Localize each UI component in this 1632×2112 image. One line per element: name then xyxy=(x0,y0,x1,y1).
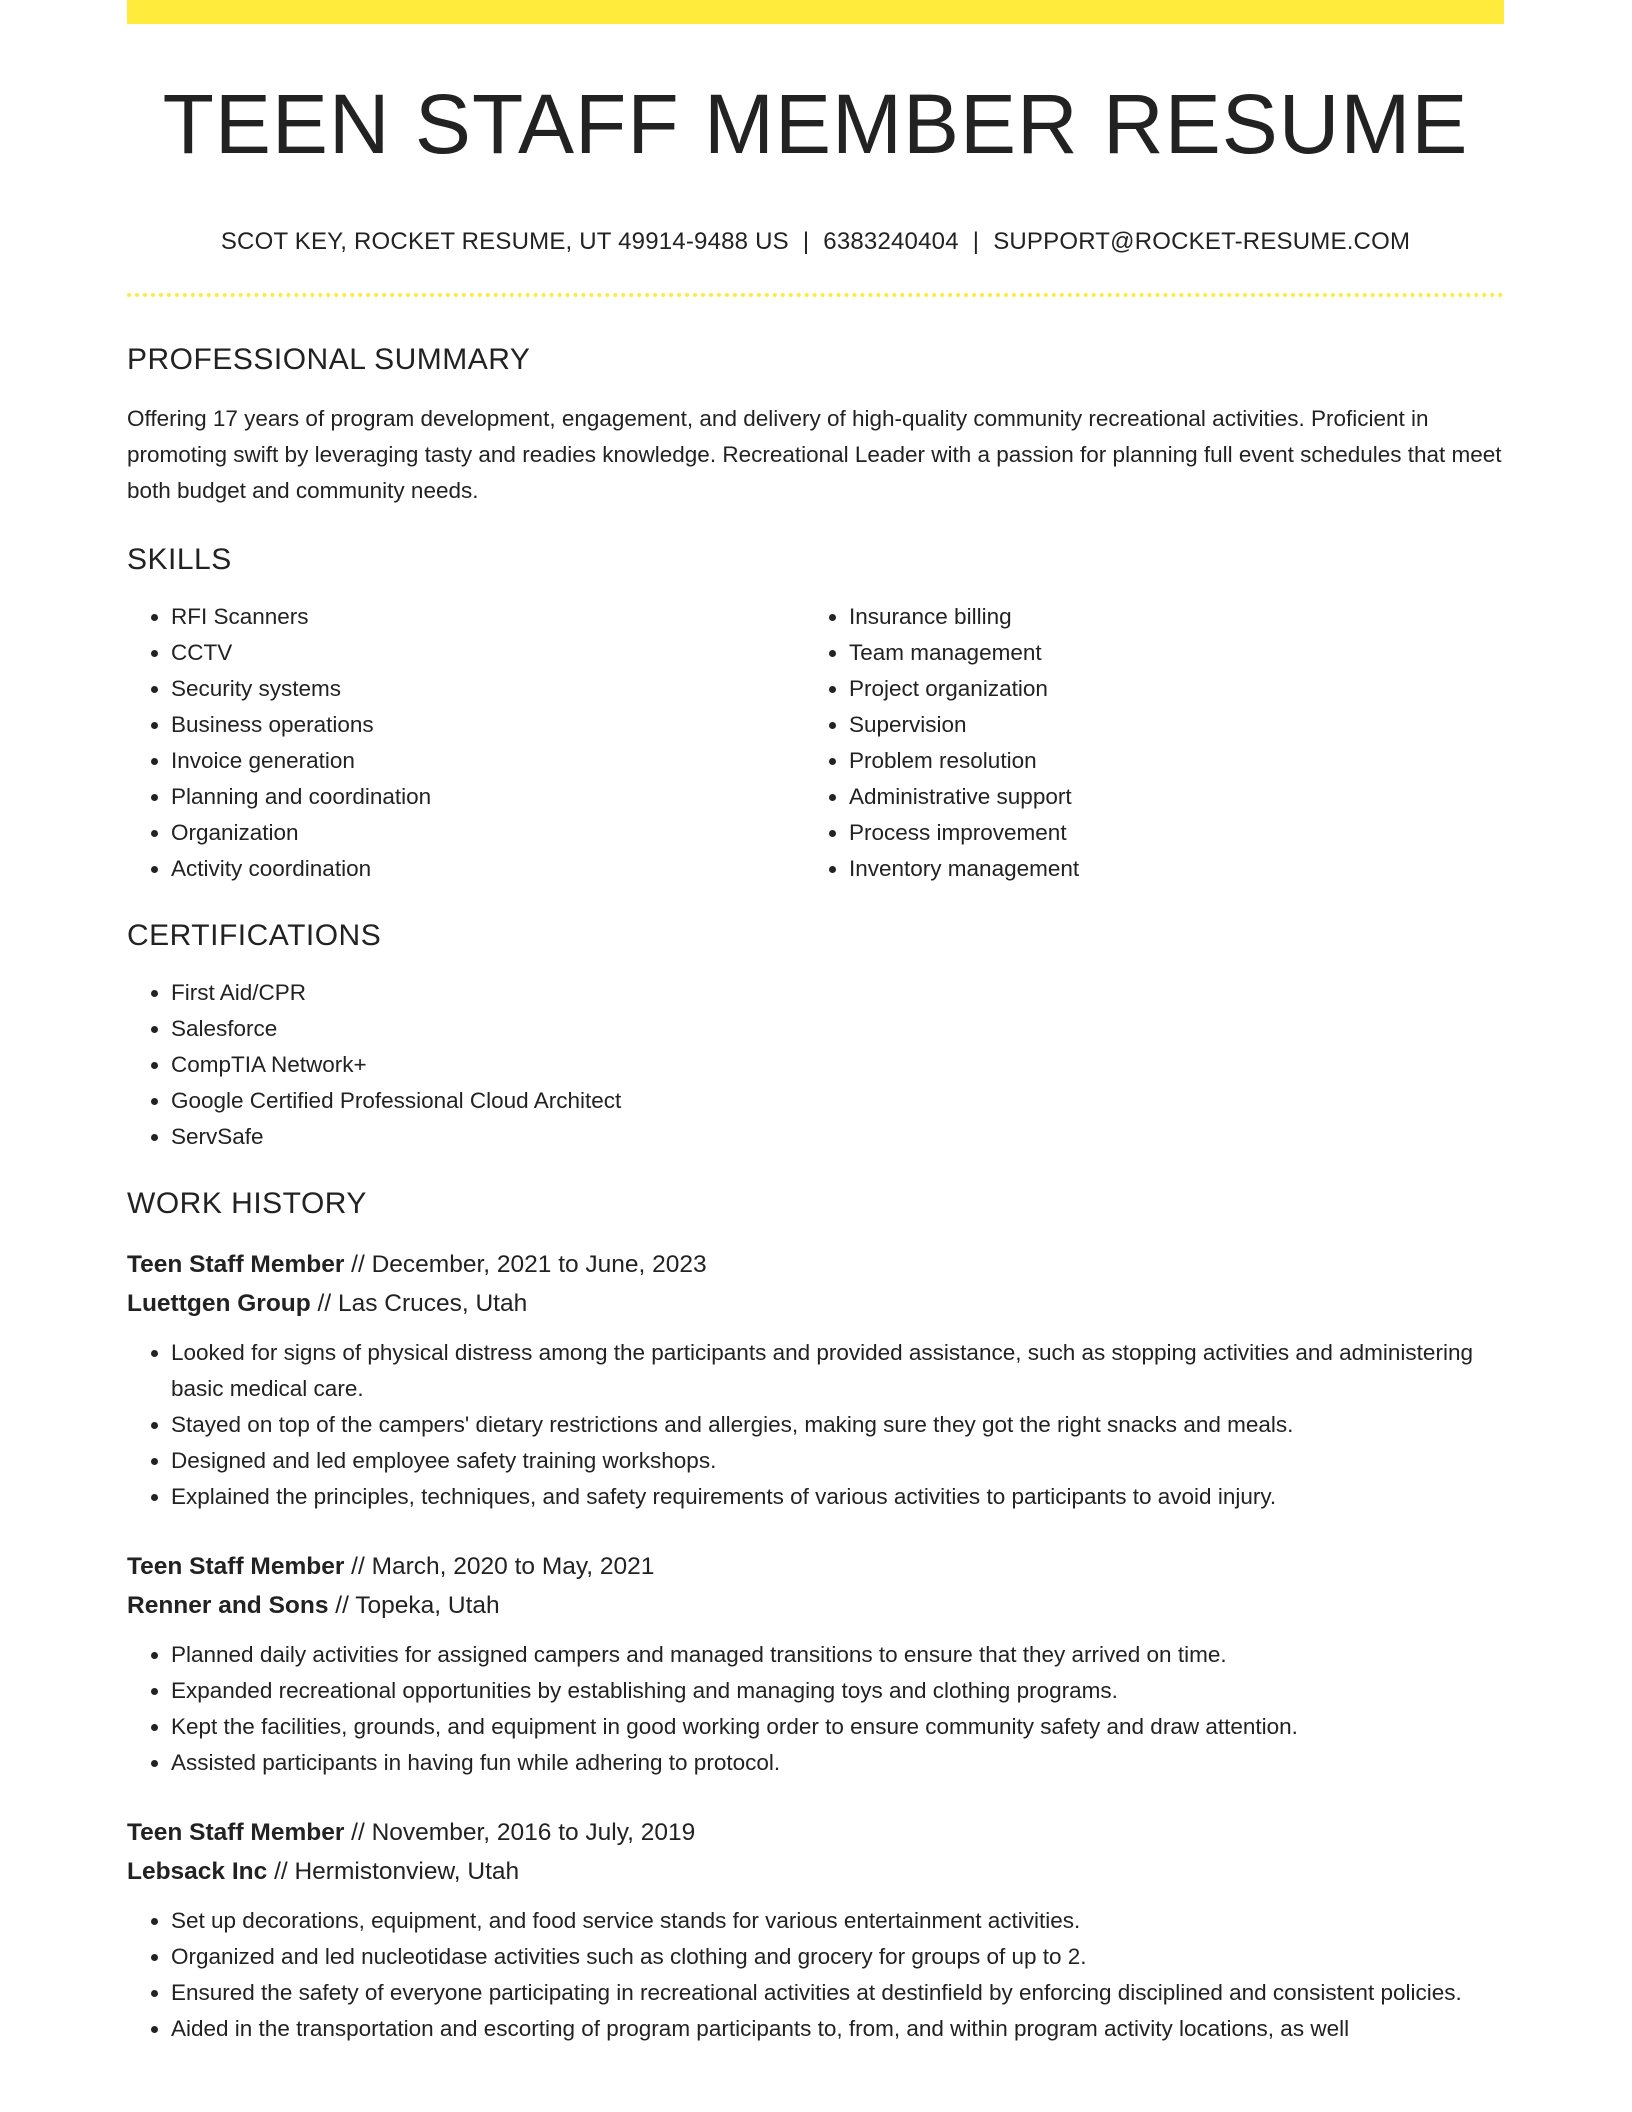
certifications-list xyxy=(127,975,1504,1155)
job-company-line xyxy=(127,1284,1504,1323)
skill-item: • Team management xyxy=(849,635,1483,671)
skill-item: • Problem resolution xyxy=(849,743,1483,779)
contact-line xyxy=(127,228,1504,256)
job-company: Renner and Sons xyxy=(127,1592,329,1619)
skills-columns xyxy=(127,599,1504,887)
skill-item: • Administrative support xyxy=(849,779,1483,815)
job-bullet: • Designed and led employee safety training workshops. xyxy=(171,1443,1504,1479)
accent-top-bar xyxy=(127,0,1504,24)
contact-phone: 6383240404 xyxy=(823,228,959,255)
job-bullet: • Expanded recreational opportunities by establishing and managing toys and clothing programs. xyxy=(171,1673,1504,1709)
skill-item: • CCTV xyxy=(171,635,805,671)
job-bullet: • Aided in the transportation and escorting of program participants to, from, and within program activity locations, as well xyxy=(171,2011,1504,2047)
job-dates: // November, 2016 to July, 2019 xyxy=(344,1819,696,1846)
skills-column-left xyxy=(127,599,805,887)
job-bullet: • Kept the facilities, grounds, and equipment in good working order to ensure community safety and draw attention. xyxy=(171,1709,1504,1745)
job-role: Teen Staff Member xyxy=(127,1819,345,1846)
contact-separator: | xyxy=(802,228,810,255)
skill-item: • Activity coordination xyxy=(171,851,805,887)
contact-address: SCOT KEY, ROCKET RESUME, UT 49914-9488 US xyxy=(220,228,789,255)
job-bullet: • Ensured the safety of everyone participating in recreational activities at destinfield by enforcing disciplined and consistent policies. xyxy=(171,1975,1504,2011)
job-entry xyxy=(127,1245,1504,1515)
skills-heading: SKILLS xyxy=(127,543,232,576)
certification-item: • Salesforce xyxy=(171,1011,1504,1047)
contact-email: SUPPORT@ROCKET-RESUME.COM xyxy=(993,228,1411,255)
contact-separator: | xyxy=(972,228,980,255)
skill-item: • Planning and coordination xyxy=(171,779,805,815)
skill-item: • Business operations xyxy=(171,707,805,743)
certification-item: • Google Certified Professional Cloud Architect xyxy=(171,1083,1504,1119)
skill-item: • Supervision xyxy=(849,707,1483,743)
job-bullet: • Set up decorations, equipment, and food service stands for various entertainment activities. xyxy=(171,1903,1504,1939)
skill-item: • Project organization xyxy=(849,671,1483,707)
skill-item: • Security systems xyxy=(171,671,805,707)
dotted-divider xyxy=(127,293,1504,297)
skills-column-right xyxy=(805,599,1483,887)
skill-item: • Insurance billing xyxy=(849,599,1483,635)
job-entry xyxy=(127,1547,1504,1781)
skill-item: • RFI Scanners xyxy=(171,599,805,635)
job-location: // Hermistonview, Utah xyxy=(267,1858,520,1885)
job-bullets xyxy=(127,1903,1504,2047)
job-bullets xyxy=(127,1637,1504,1781)
job-bullet: • Looked for signs of physical distress among the participants and provided assistance, such as stopping activities and administering basic medical care. xyxy=(171,1335,1504,1407)
job-role: Teen Staff Member xyxy=(127,1553,345,1580)
job-dates: // December, 2021 to June, 2023 xyxy=(344,1251,707,1278)
job-title-line xyxy=(127,1547,1504,1586)
job-location: // Topeka, Utah xyxy=(328,1592,500,1619)
resume-title: TEEN STAFF MEMBER RESUME xyxy=(162,77,1469,171)
job-bullets xyxy=(127,1335,1504,1515)
job-company: Lebsack Inc xyxy=(127,1858,268,1885)
certification-item: • CompTIA Network+ xyxy=(171,1047,1504,1083)
job-company: Luettgen Group xyxy=(127,1290,311,1317)
certifications-heading: CERTIFICATIONS xyxy=(127,919,382,952)
job-title-line xyxy=(127,1813,1504,1852)
certification-item: • First Aid/CPR xyxy=(171,975,1504,1011)
job-bullet: • Planned daily activities for assigned campers and managed transitions to ensure that they arrived on time. xyxy=(171,1637,1504,1673)
skill-item: • Organization xyxy=(171,815,805,851)
job-company-line xyxy=(127,1852,1504,1891)
job-bullet: • Explained the principles, techniques, and safety requirements of various activities to participants to avoid injury. xyxy=(171,1479,1504,1515)
job-entry xyxy=(127,1813,1504,2047)
job-company-line xyxy=(127,1586,1504,1625)
summary-heading: PROFESSIONAL SUMMARY xyxy=(127,343,531,376)
job-bullet: • Stayed on top of the campers' dietary restrictions and allergies, making sure they got the right snacks and meals. xyxy=(171,1407,1504,1443)
job-role: Teen Staff Member xyxy=(127,1251,345,1278)
work-history-heading: WORK HISTORY xyxy=(127,1187,367,1220)
skill-item: • Process improvement xyxy=(849,815,1483,851)
job-bullet: • Organized and led nucleotidase activities such as clothing and grocery for groups of up to 2. xyxy=(171,1939,1504,1975)
skill-item: • Invoice generation xyxy=(171,743,805,779)
job-dates: // March, 2020 to May, 2021 xyxy=(344,1553,655,1580)
summary-text: Offering 17 years of program development, engagement, and delivery of high-quality community recreational activities. Proficient in promoting swift by leveraging tasty and readies knowledge. Recreational Leader with a passion for planning full event schedules that meet both budget and community needs. xyxy=(127,406,1502,503)
job-title-line xyxy=(127,1245,1504,1284)
resume-page xyxy=(127,0,1504,2047)
skill-item: • Inventory management xyxy=(849,851,1483,887)
certification-item: • ServSafe xyxy=(171,1119,1504,1155)
job-location: // Las Cruces, Utah xyxy=(310,1290,528,1317)
job-bullet: • Assisted participants in having fun while adhering to protocol. xyxy=(171,1745,1504,1781)
